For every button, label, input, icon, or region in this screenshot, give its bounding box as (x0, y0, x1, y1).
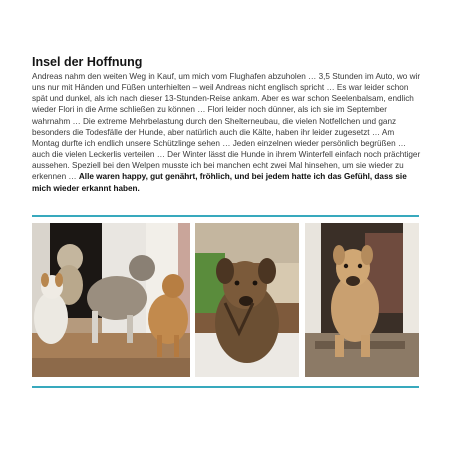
group-of-dogs-photo (32, 223, 190, 377)
article-title: Insel der Hoffnung (32, 55, 143, 69)
tan-dog-at-doorway-photo (305, 223, 419, 377)
article-body-text: Andreas nahm den weiten Weg in Kauf, um mich vom Flughafen abzuholen … 3,5 Stunden im Auto, wo wir uns nur mit Händen und Füßen unterhielten – weil Andreas nicht englisch spricht … Es war leider schon spät und dunkel, als ich nach dieser 13-Stunden-Reise ankam. Aber es war schon Seelenbalsam, endlich wieder Flori in die Arme schließen zu können … Flori leider noch dünner, als ich sie im September wahrnahm … Die extreme Mehrbelastung durch den Shelterneubau, die vielen Notfellchen und ganz besonders die Todesfälle der Hunde, aber natürlich auch die Kälte, haben ihr leider zugesetzt … Am Montag durfte ich endlich unsere Schützlinge sehen … Jeden einzelnen wieder persönlich begrüßen … auch die vielen Leckerlis verteilen … Der Winter lässt die Hunde in ihrem Winterfell einfach noch prächtiger aussehen. Speziell bei den Welpen musste ich bei manchen echt zwei Mal hinsehen, um sie wieder zu erkennen … (32, 72, 421, 182)
article-body-bold: Alle waren happy, gut genährt, fröhlich, und bei jedem hatte ich das Gefühl, dass sie mich wieder erkannt haben. (32, 172, 407, 193)
brindle-puppy-photo (195, 223, 299, 377)
top-divider (32, 215, 419, 217)
article-body (32, 71, 422, 194)
bottom-divider (32, 386, 419, 388)
